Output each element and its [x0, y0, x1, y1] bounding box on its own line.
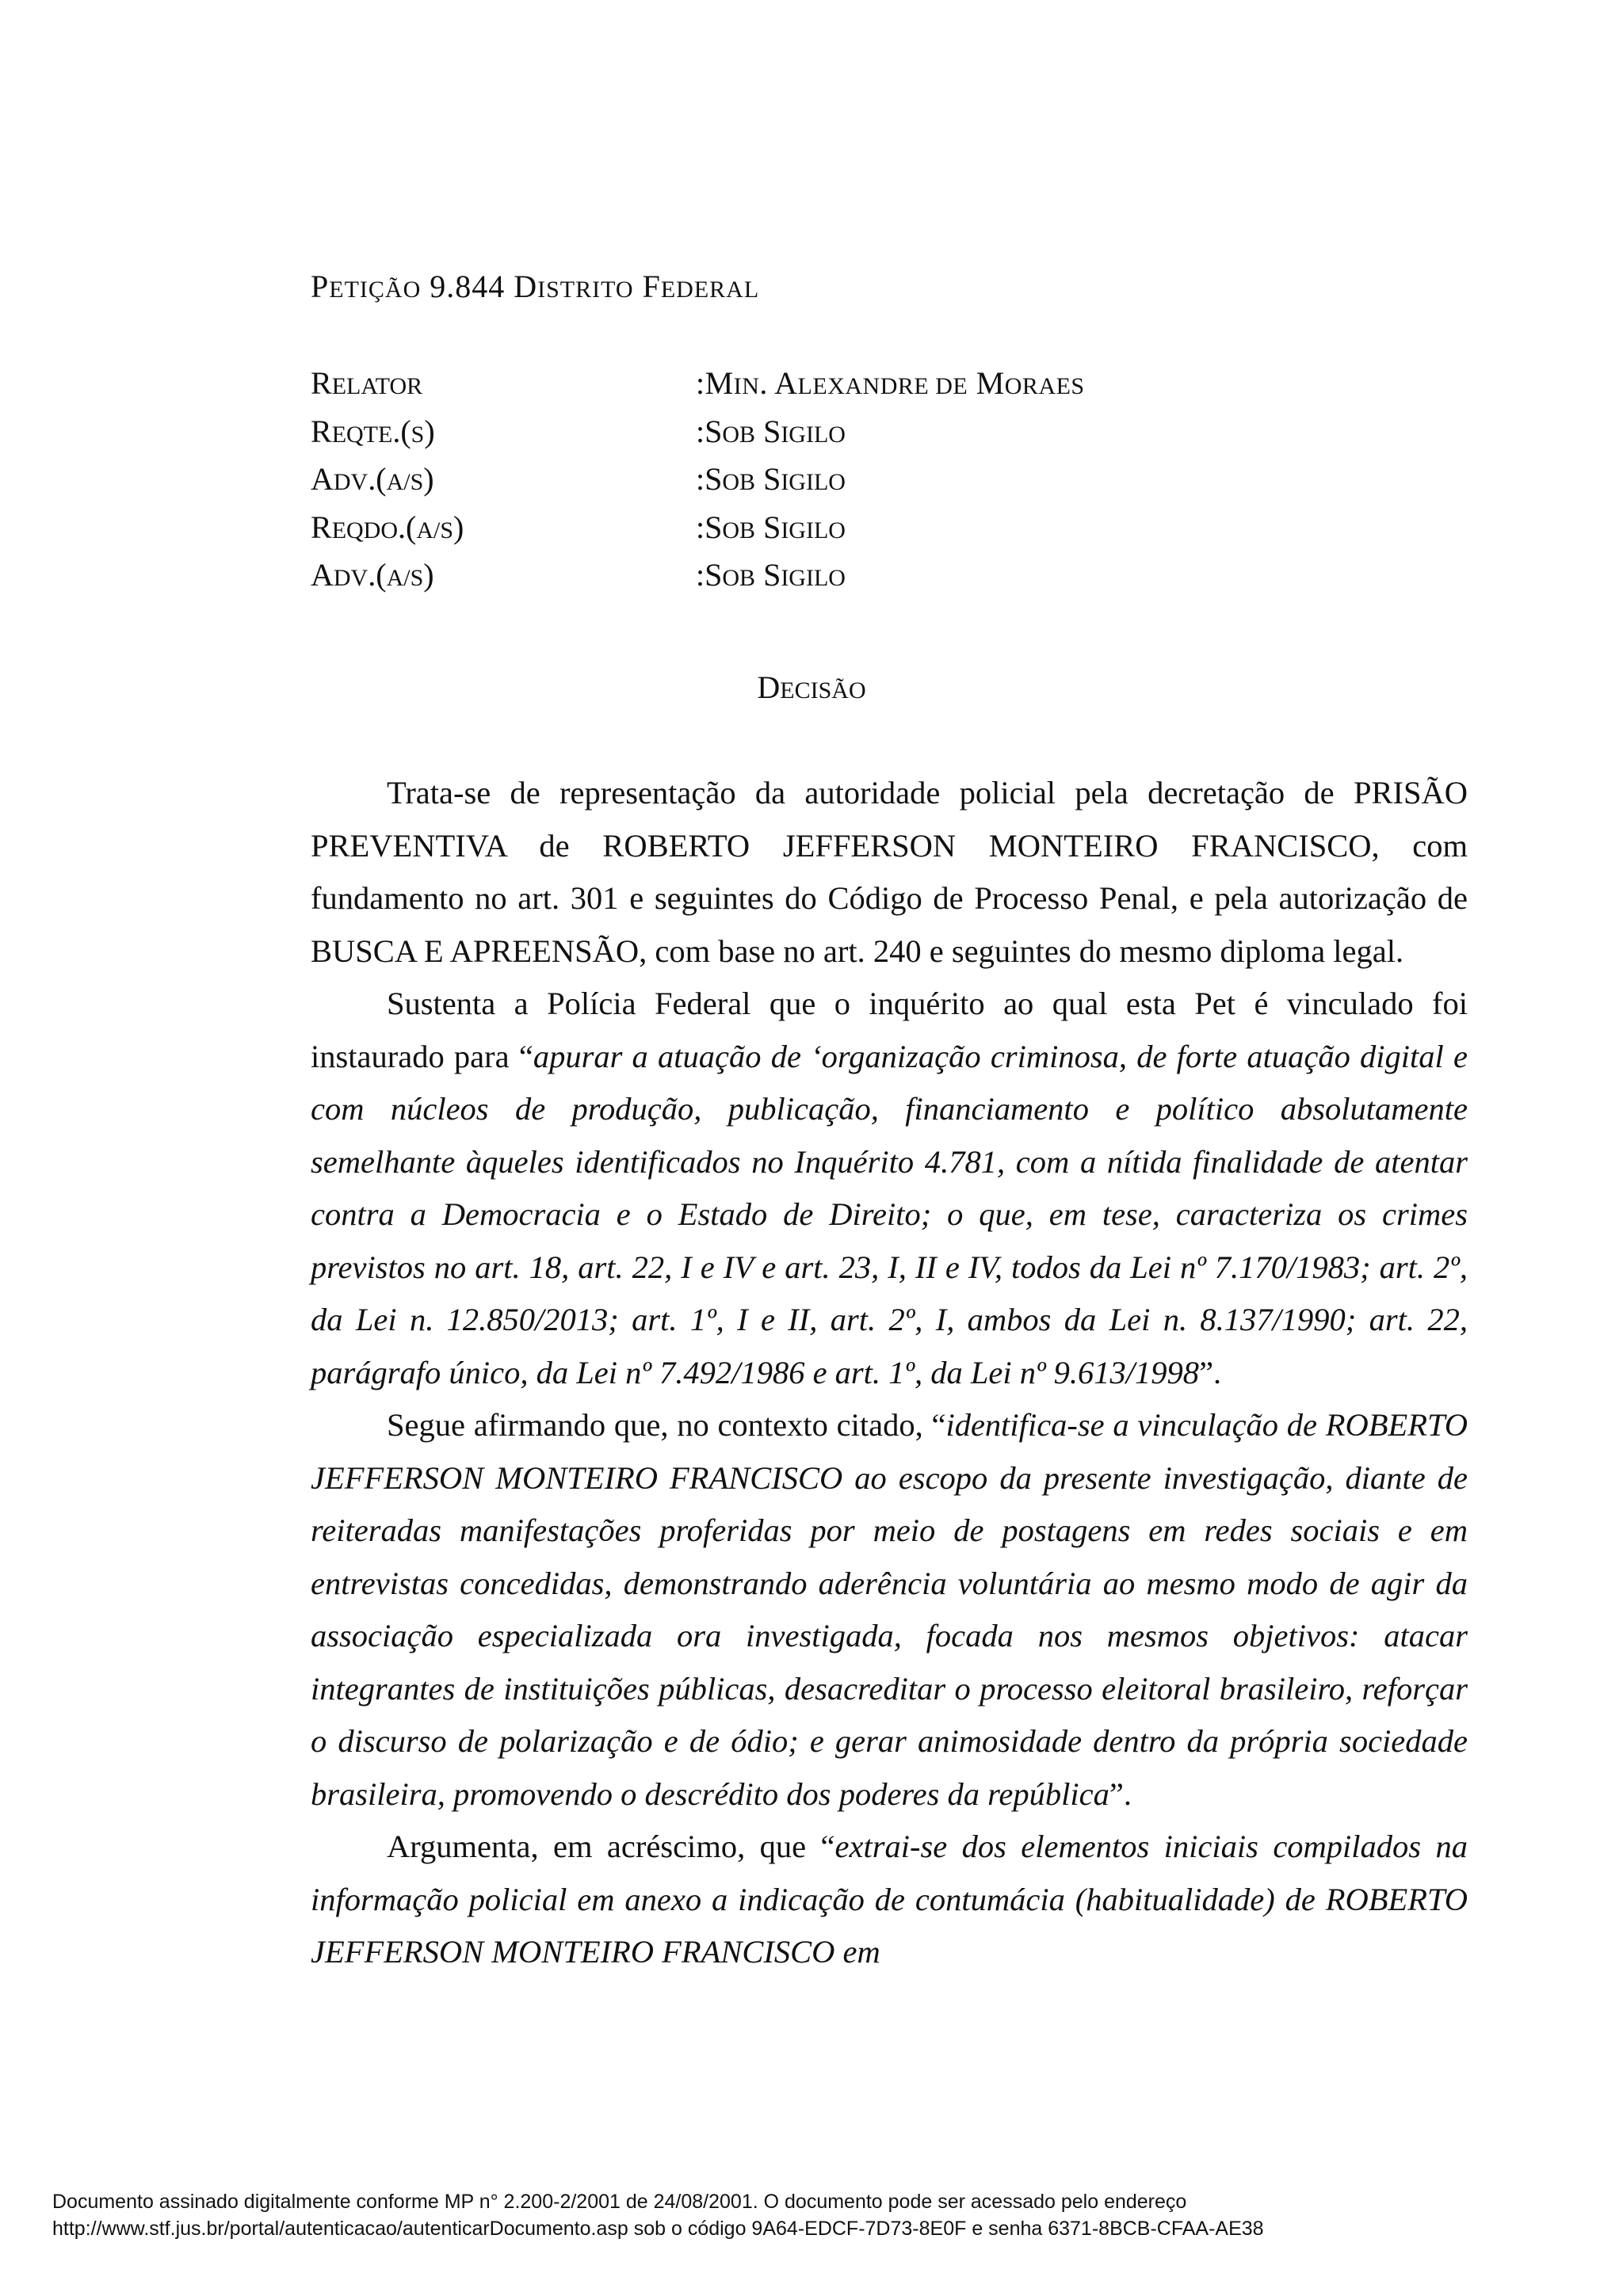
party-value: :SOB SIGILO — [696, 557, 846, 593]
party-role: REQTE.(S) — [311, 413, 435, 449]
decision-heading: DECISÃO — [757, 669, 866, 705]
party-reqte — [311, 413, 1420, 461]
parties-list — [311, 364, 1420, 605]
party-value: :SOB SIGILO — [696, 413, 846, 449]
party-role: ADV.(A/S) — [311, 557, 434, 593]
party-relator — [311, 364, 1420, 413]
party-value: :MIN. ALEXANDRE DE MORAES — [696, 365, 1085, 401]
party-role: REQDO.(A/S) — [311, 509, 464, 545]
paragraph-1: Trata-se de representação da autoridade policial pela decretação de PRISÃO PREVENTIVA de ROBERTO JEFFERSON MONTEIRO FRANCISCO, com fundamento no art. 301 e seguintes do Código de Processo Penal, e pela autorização de BUSCA E APREENSÃO, com base no art. 240 e seguintes do mesmo diploma legal. — [311, 775, 1468, 969]
party-value: :SOB SIGILO — [696, 461, 846, 497]
case-title: PETIÇÃO 9.844 DISTRITO FEDERAL — [311, 269, 760, 304]
footer-line-1: Documento assinado digitalmente conforme MP n° 2.200-2/2001 de 24/08/2001. O documento pode ser acessado pelo endereço — [52, 2191, 1187, 2213]
party-value: :SOB SIGILO — [696, 509, 846, 545]
footer-line-2: http://www.stf.jus.br/portal/autenticacao/autenticarDocumento.asp sob o código 9A64-EDCF-7D73-8E0F e senha 6371-8BCB-CFAA-AE38 — [52, 2218, 1264, 2240]
party-role: RELATOR — [311, 365, 423, 401]
paragraph-3: Segue afirmando que, no contexto citado, “identifica-se a vinculação de ROBERTO JEFFERSON MONTEIRO FRANCISCO ao escopo da presente investigação, diante de reiteradas manifestações proferidas por meio de postagens em redes sociais e em entrevistas concedidas, demonstrando aderência voluntária ao mesmo modo de agir da associação especializada ora investigada, focada nos mesmos objetivos: atacar integrantes de instituições públicas, desacreditar o processo eleitoral brasileiro, reforçar o discurso de polarização e de ódio; e gerar animosidade dentro da própria sociedade brasileira, promovendo o descrédito dos poderes da república”. — [311, 1407, 1468, 1812]
paragraph-2: Sustenta a Polícia Federal que o inquérito ao qual esta Pet é vinculado foi instaurado para “apurar a atuação de ‘organização criminosa, de forte atuação digital e com núcleos de produção, publicação, financiamento e político absolutamente semelhante àqueles identificados no Inquérito 4.781, com a nítida finalidade de atentar contra a Democracia e o Estado de Direito; o que, em tese, caracteriza os crimes previstos no art. 18, art. 22, I e IV e art. 23, I, II e IV, todos da Lei nº 7.170/1983; art. 2º, da Lei n. 12.850/2013; art. 1º, I e II, art. 2º, I, ambos da Lei n. 8.137/1990; art. 22, parágrafo único, da Lei nº 7.492/1986 e art. 1º, da Lei nº 9.613/1998”. — [311, 986, 1468, 1390]
paragraph-4: Argumenta, em acréscimo, que “extrai-se dos elementos iniciais compilados na informação policial em anexo a indicação de contumácia (habitualidade) de ROBERTO JEFFERSON MONTEIRO FRANCISCO em — [311, 1829, 1468, 1970]
party-reqdo — [311, 509, 1420, 557]
digital-signature-footer — [52, 2188, 1590, 2242]
party-adv-1 — [311, 460, 1420, 509]
party-adv-2 — [311, 556, 1420, 605]
decision-body — [311, 767, 1468, 1979]
party-role: ADV.(A/S) — [311, 461, 434, 497]
